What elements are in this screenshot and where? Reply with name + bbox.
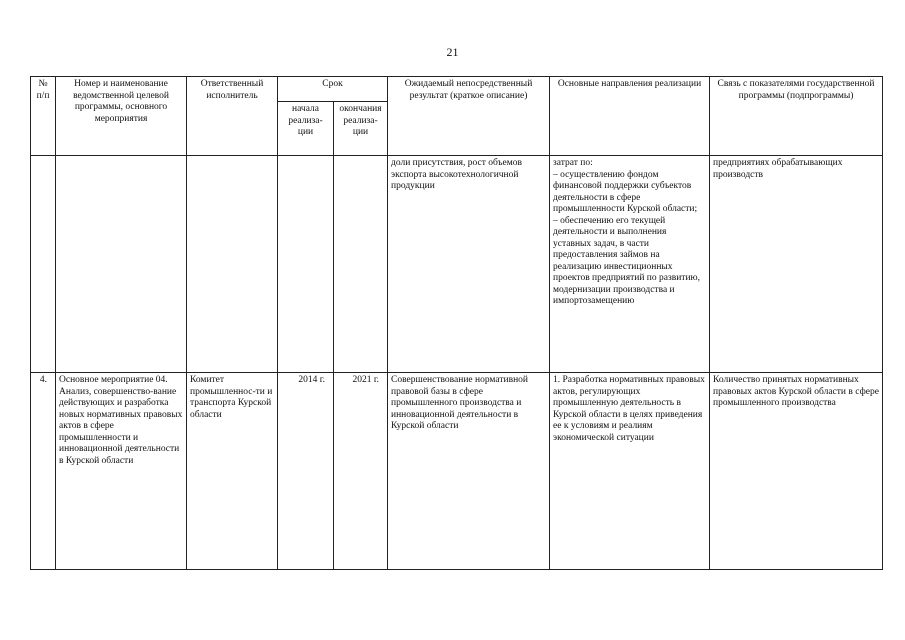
cell-num: [31, 156, 56, 373]
cell-link: предприятиях обрабатывающих производств: [710, 156, 883, 373]
cell-executor: Комитет промышленнос-ти и транспорта Курской области: [187, 373, 278, 570]
header-name: Номер и наименование ведомственной целевой программы, основного мероприятия: [56, 77, 187, 156]
page-number: 21: [446, 45, 459, 59]
header-link: Связь с показателями государственной программы (подпрограммы): [710, 77, 883, 156]
cell-result: Совершенствование нормативной правовой базы в сфере промышленного производства и инновационной деятельности в Курской области: [388, 373, 550, 570]
cell-num: 4.: [31, 373, 56, 570]
header-result: Ожидаемый непосредственный результат (краткое описание): [388, 77, 550, 156]
cell-name: Основное мероприятие 04. Анализ, совершенство-вание действующих и разработка новых нормативных правовых актов в сфере промышленности и инновационной деятельности в Курской области: [56, 373, 187, 570]
header-term: Срок: [278, 77, 388, 102]
table-row: [31, 373, 883, 570]
cell-end: 2021 г.: [334, 373, 388, 570]
cell-start: 2014 г.: [278, 373, 334, 570]
cell-start: [278, 156, 334, 373]
cell-result: доли присутствия, рост объемов экспорта высокотехнологичной продукции: [388, 156, 550, 373]
header-row: [31, 77, 883, 102]
header-term-end: окончания реализа- ции: [334, 102, 388, 156]
header-term-start: начала реализа- ции: [278, 102, 334, 156]
cell-directions: затрат по: – осуществлению фондом финансовой поддержки субъектов деятельности в сфере промышленности Курской области; – обеспечению его текущей деятельности и выполнения уставных задач, в части предоставления займов на реализацию инвестиционных проектов предприятий по развитию, модернизации производства и импортозамещению: [550, 156, 710, 373]
cell-name: [56, 156, 187, 373]
header-executor: Ответственный исполнитель: [187, 77, 278, 156]
cell-directions: 1. Разработка нормативных правовых актов, регулирующих промышленную деятельность в Курской области в целях приведения ее к условиям и реалиям экономической ситуации: [550, 373, 710, 570]
cell-executor: [187, 156, 278, 373]
header-num: № п/п: [31, 77, 56, 156]
cell-link: Количество принятых нормативных правовых актов Курской области в сфере промышленного производства: [710, 373, 883, 570]
program-events-table: [30, 76, 883, 570]
table-row: [31, 156, 883, 373]
header-directions: Основные направления реализации: [550, 77, 710, 156]
cell-end: [334, 156, 388, 373]
